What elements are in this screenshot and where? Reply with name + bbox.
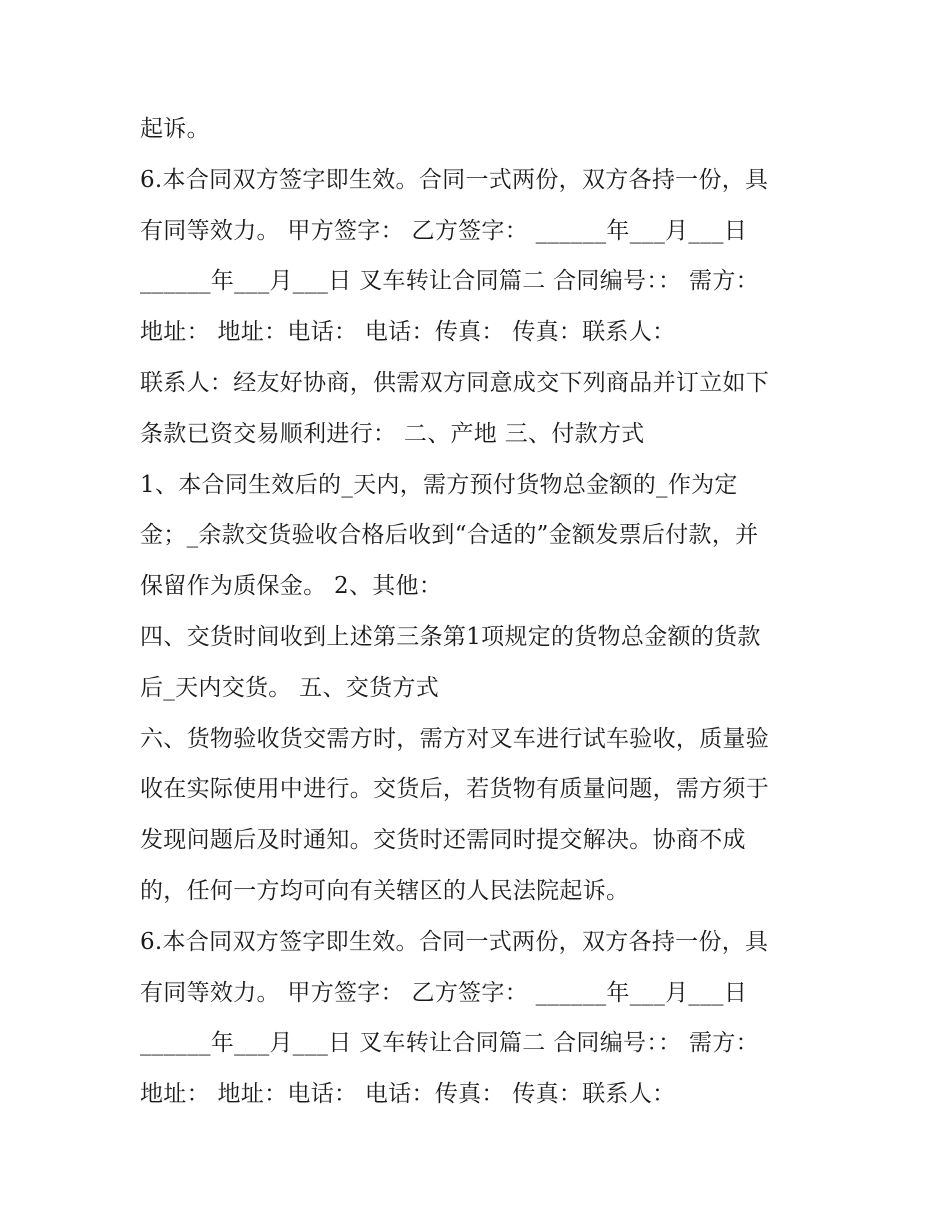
text-line: ______年___月___日 叉车转让合同篇二 合同编号：： 需方： [140, 1030, 759, 1057]
text-line: 四、交货时间收到上述第三条第1项规定的货物总金额的货款 [140, 623, 761, 650]
text-line: 有同等效力。 甲方签字： 乙方签字： ______年___月___日 [140, 979, 748, 1006]
text-line: ______年___月___日 叉车转让合同篇二 合同编号：： 需方： [140, 268, 759, 295]
text-line: 金；_余款交货验收合格后收到“合适的”金额发票后付款，并 [140, 522, 759, 549]
text-line: 的，任何一方均可向有关辖区的人民法院起诉。 [140, 877, 630, 904]
text-line: 地址： 地址：电话： 电话：传真： 传真：联系人： [140, 1081, 676, 1108]
text-line: 6.本合同双方签字即生效。合同一式两份，双方各持一份，具 [140, 166, 769, 193]
text-line: 1、本合同生效后的_天内，需方预付货物总金额的_作为定 [140, 471, 738, 498]
text-line: 后_天内交货。 五、交货方式 [140, 674, 440, 701]
text-line: 6.本合同双方签字即生效。合同一式两份，双方各持一份，具 [140, 928, 769, 955]
text-line: 联系人：经友好协商，供需双方同意成交下列商品并订立如下 [140, 369, 770, 396]
text-line: 地址： 地址：电话： 电话：传真： 传真：联系人： [140, 319, 676, 346]
document-body [140, 104, 820, 1120]
text-line: 收在实际使用中进行。交货后，若货物有质量问题，需方须于 [140, 776, 770, 803]
text-line: 起诉。 [140, 116, 210, 142]
text-line: 有同等效力。 甲方签字： 乙方签字： ______年___月___日 [140, 217, 748, 244]
text-line: 六、货物验收货交需方时，需方对叉车进行试车验收，质量验 [140, 725, 770, 752]
text-line: 发现问题后及时通知。交货时还需同时提交解决。协商不成 [140, 827, 746, 854]
text-line: 保留作为质保金。 2、其他： [140, 573, 443, 600]
text-line: 条款已资交易顺利进行： 二、产地 三、付款方式 [140, 420, 645, 447]
